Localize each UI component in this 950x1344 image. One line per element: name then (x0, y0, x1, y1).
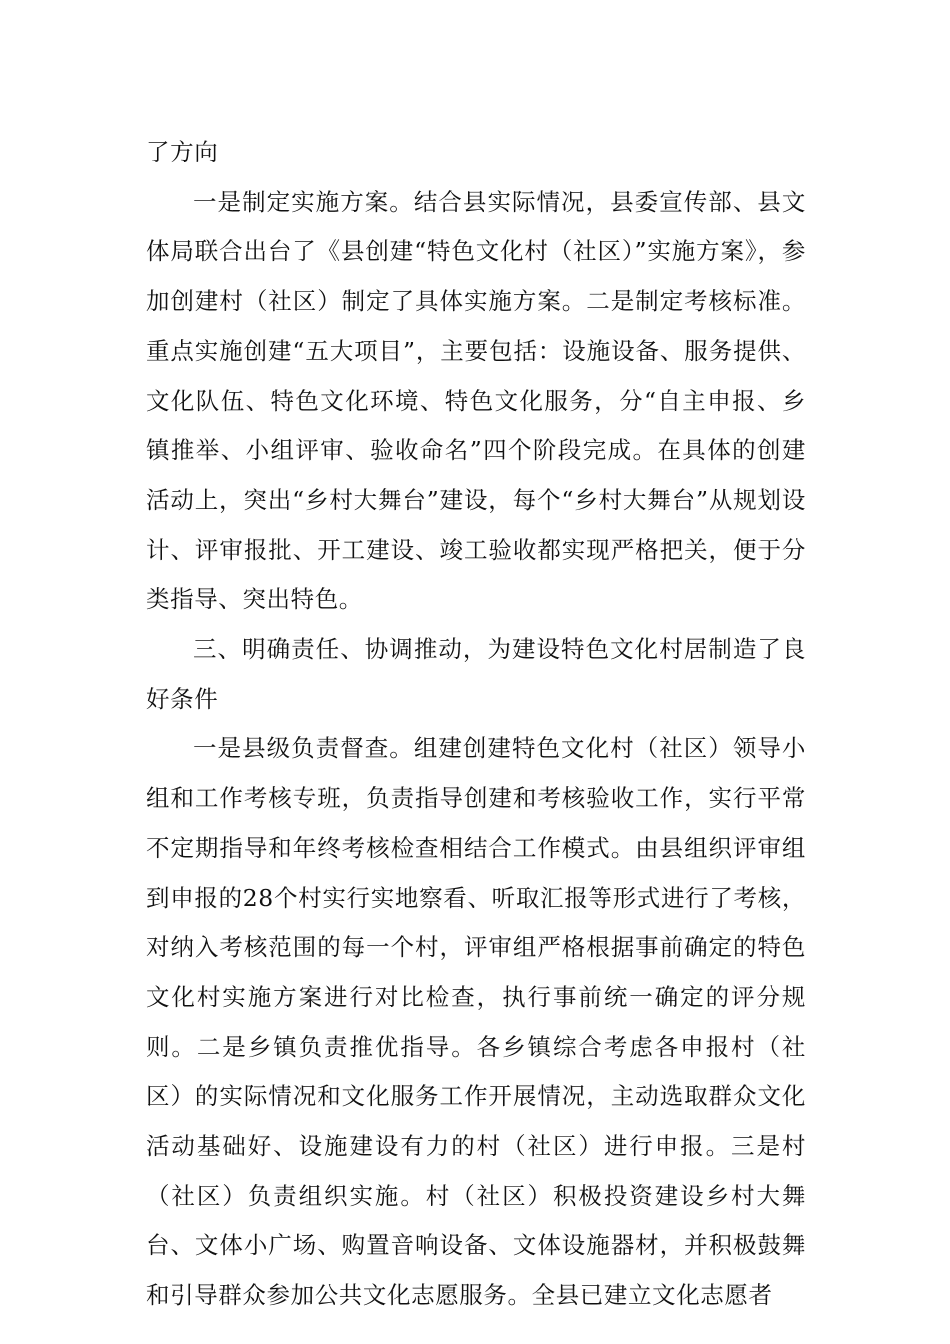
paragraph-implementation-plan: 一是制定实施方案。结合县实际情况，县委宣传部、县文体局联合出台了《县创建“特色文化村（社区）”实施方案》，参加创建村（社区）制定了具体实施方案。二是制定考核标准。重点实施创建“五大项目”，主要包括：设施设备、服务提供、文化队伍、特色文化环境、特色文化服务，分“自主申报、乡镇推举、小组评审、验收命名”四个阶段完成。在具体的创建活动上，突出“乡村大舞台”建设，每个“乡村大舞台”从规划设计、评审报批、开工建设、竣工验收都实现严格把关，便于分类指导、突出特色。 (146, 187, 806, 614)
paragraph-continuation: 了方向 (146, 138, 219, 166)
section-heading-responsibility: 三、明确责任、协调推动，为建设特色文化村居制造了良好条件 (146, 635, 806, 713)
paragraph-county-supervision: 一是县级负责督查。组建创建特色文化村（社区）领导小组和工作考核专班，负责指导创建和考核验收工作，实行平常不定期指导和年终考核检查相结合工作模式。由县组织评审组到申报的28个村实行实地察看、听取汇报等形式进行了考核，对纳入考核范围的每一个村，评审组严格根据事前确定的特色文化村实施方案进行对比检查，执行事前统一确定的评分规则。二是乡镇负责推优指导。各乡镇综合考虑各申报村（社区）的实际情况和文化服务工作开展情况，主动选取群众文化活动基础好、设施建设有力的村（社区）进行申报。三是村（社区）负责组织实施。村（社区）积极投资建设乡村大舞台、文体小广场、购置音响设备、文体设施器材，并积极鼓舞和引导群众参加公共文化志愿服务。全县已建立文化志愿者 (146, 734, 806, 1310)
document-body (146, 128, 806, 1321)
